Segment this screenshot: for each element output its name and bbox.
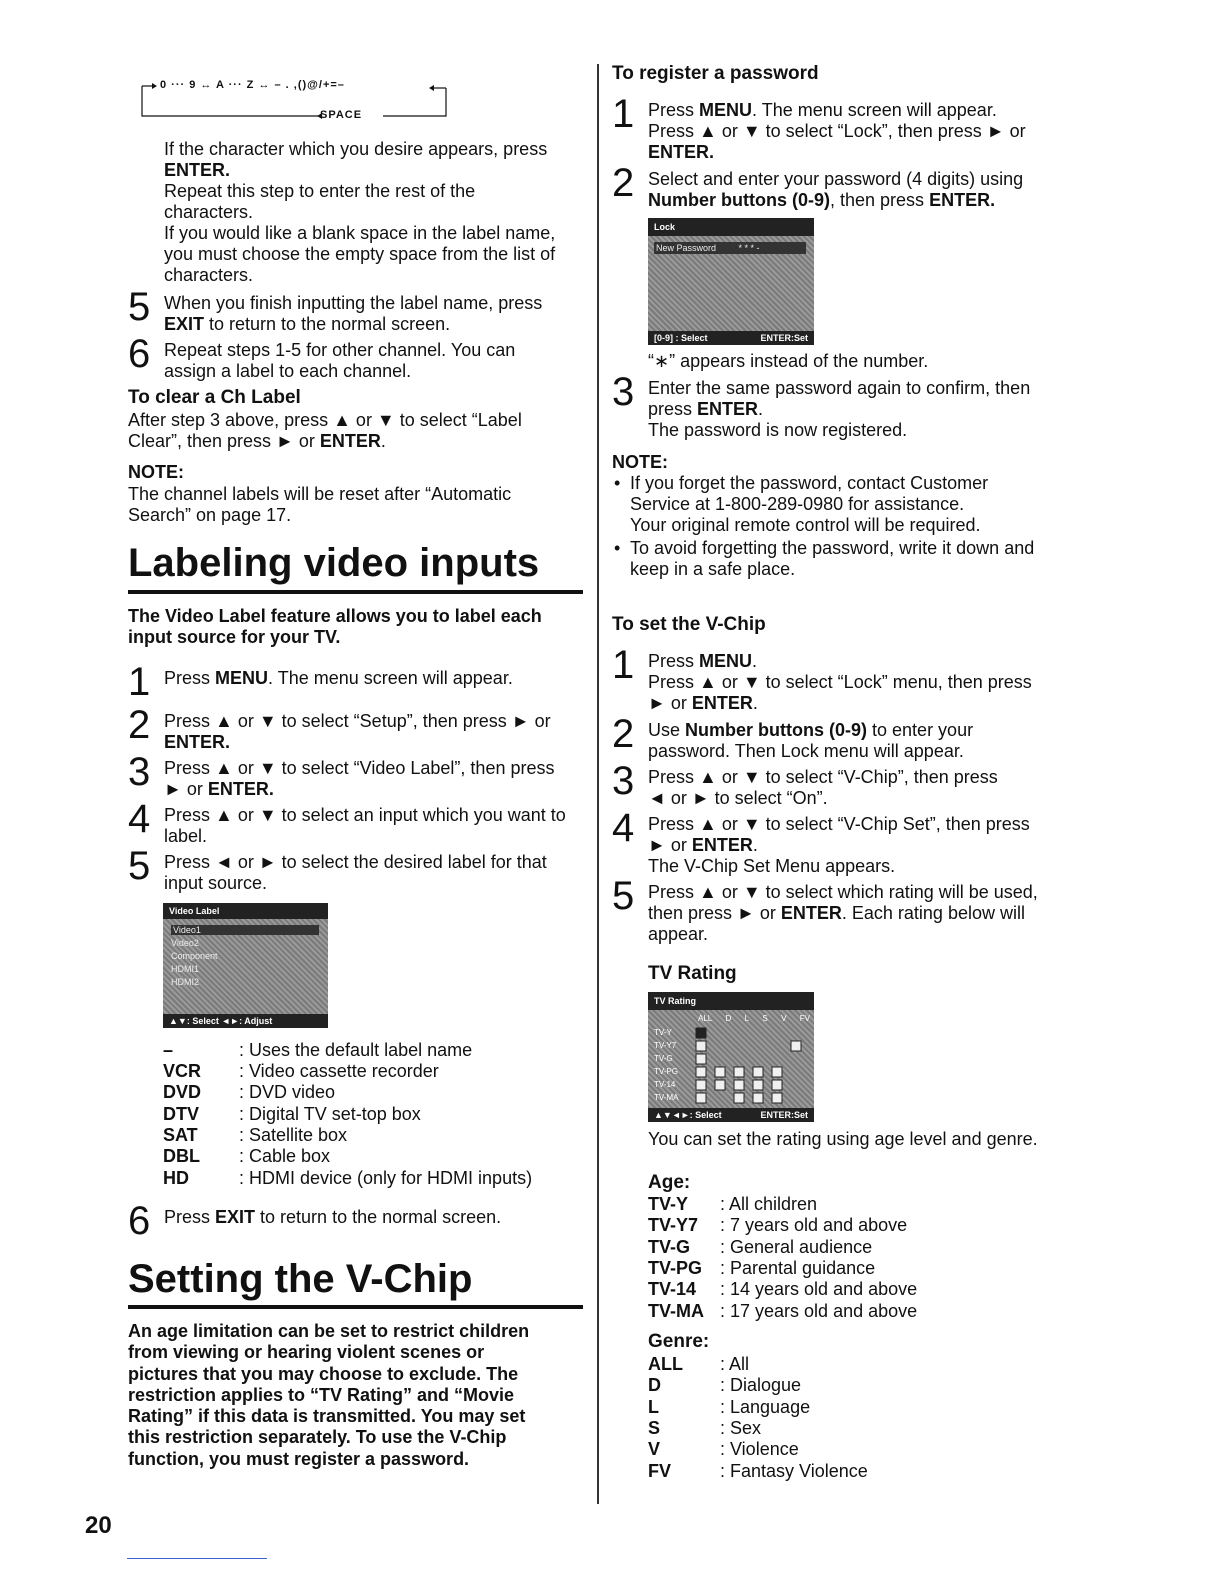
bullet-line: If you forget the password, contact Customer [630, 473, 989, 493]
legend-key: VCR [163, 1061, 202, 1081]
genre-key: FV [648, 1461, 672, 1481]
step-number: 1 [128, 660, 151, 704]
osd-col: L [744, 1014, 750, 1023]
intro-line: you must choose the empty space from the list of [164, 244, 556, 264]
osd-row: TV-14 [654, 1080, 676, 1089]
step-number: 5 [612, 874, 635, 918]
step-number: 4 [128, 797, 151, 841]
bold-key: ENTER [691, 693, 753, 713]
age-value: : Parental guidance [720, 1258, 876, 1278]
step-text [648, 100, 1073, 163]
osd-row: Component [171, 951, 218, 961]
age-key: TV-Y [648, 1194, 689, 1214]
age-key: TV-G [648, 1237, 691, 1257]
genre-legend [648, 1354, 1068, 1484]
bold-key: ENTER [691, 835, 753, 855]
osd-row: HDMI2 [171, 977, 200, 987]
note-text [128, 484, 583, 526]
bullet-line: Your original remote control will be required. [630, 515, 981, 535]
step-line: Press ▲ or ▼ to select “Setup”, then press ► or [164, 711, 551, 731]
step-line [648, 399, 1073, 420]
age-key: TV-14 [648, 1279, 697, 1299]
osd-row-label: New Password [656, 243, 717, 253]
step-line: Press ▲ or ▼ to select which rating will be used, [648, 882, 1038, 902]
legend-key: HD [163, 1168, 189, 1188]
genre-value: : Language [720, 1397, 811, 1417]
t: to enter your [867, 720, 974, 740]
bold-key: EXIT [164, 314, 205, 334]
bold-key: Number buttons (0-9) [685, 720, 868, 740]
step-number: 3 [612, 759, 635, 803]
intro-line: Repeat this step to enter the rest of the [164, 181, 476, 201]
step-text [648, 169, 1073, 211]
genre-key: D [648, 1375, 661, 1395]
step-number: 3 [128, 750, 151, 794]
step-text [164, 668, 584, 689]
step-number: 4 [612, 806, 635, 850]
osd-title-bar: Lock [648, 218, 814, 236]
intro-line: An age limitation can be set to restrict children [128, 1321, 530, 1341]
step-line [164, 779, 584, 800]
t: ► or [648, 693, 692, 713]
clear-line: After step 3 above, press ▲ or ▼ to select “Label [128, 410, 522, 430]
bullet-line: keep in a safe place. [630, 559, 796, 579]
intro-line: input source for your TV. [128, 627, 341, 647]
step-text [164, 340, 584, 382]
clear-label-text [128, 410, 583, 452]
age-key: TV-Y7 [648, 1215, 699, 1235]
t: Use [648, 720, 686, 740]
legend-key: DVD [163, 1082, 202, 1102]
step-line: Press ▲ or ▼ to select “Lock” menu, then press [648, 672, 1032, 692]
clear-line: Clear”, then press ► or ENTER. [128, 431, 386, 451]
age-key: TV-MA [648, 1301, 704, 1321]
bullet-dot: • [614, 538, 621, 558]
age-value: : 17 years old and above [720, 1301, 918, 1321]
intro-line: pictures that you may choose to exclude. The [128, 1363, 519, 1384]
step-line [648, 903, 1073, 924]
video-label-intro [128, 606, 583, 648]
t: ► or [648, 835, 692, 855]
step-number: 2 [128, 703, 151, 747]
osd-row: Video2 [171, 938, 199, 948]
t: Press [648, 651, 700, 671]
step-number: 5 [128, 844, 151, 888]
osd-row: TV-PG [654, 1067, 679, 1076]
step-text [648, 814, 1073, 877]
note-bullet [612, 538, 1072, 580]
legend-value: : HDMI device (only for HDMI inputs) [239, 1168, 533, 1188]
step-line: Select and enter your password (4 digits) using [648, 169, 1024, 189]
tv-rating-osd-screenshot [648, 992, 814, 1122]
osd-row-value: * * * - [738, 243, 760, 253]
char-sequence-diagram [138, 72, 458, 122]
intro-line: The Video Label feature allows you to label each [128, 606, 542, 626]
step-line: Press ▲ or ▼ to select “Lock”, then press ► or [648, 121, 1026, 141]
t: . [752, 835, 758, 855]
osd-row: TV-MA [654, 1093, 679, 1102]
step-text [648, 651, 1073, 714]
lock-osd-screenshot [648, 218, 814, 345]
step-text [648, 767, 1073, 809]
title-rule [128, 1305, 583, 1309]
osd-row [654, 242, 806, 254]
t: . [758, 399, 764, 419]
legend-key: – [163, 1040, 174, 1060]
age-value: : 7 years old and above [720, 1215, 908, 1235]
t: . The menu screen will appear. [752, 100, 997, 120]
step-text [164, 758, 584, 800]
bold-key: EXIT [215, 1207, 256, 1227]
osd-col: ALL [698, 1014, 713, 1023]
bold-key: ENTER [319, 431, 381, 451]
bold-key: MENU [699, 100, 753, 120]
step-line [648, 100, 1073, 121]
step-text [164, 1207, 584, 1228]
step-text [164, 711, 584, 753]
t: . [752, 693, 758, 713]
t: ► or [164, 779, 208, 799]
legend-value: : Digital TV set-top box [239, 1104, 421, 1124]
t: Press [164, 668, 216, 688]
page-number: 20 [85, 1512, 112, 1539]
step-line: The password is now registered. [648, 420, 908, 440]
step-number: 1 [612, 643, 635, 687]
note-bullet [612, 473, 1072, 536]
step-number: 6 [128, 332, 151, 376]
intro-line: ENTER. [164, 160, 231, 180]
osd-row: TV-Y [654, 1028, 672, 1037]
bold-key: ENTER. [207, 779, 274, 799]
osd-footer-bar [648, 1108, 814, 1122]
lock-icon-grid [648, 992, 814, 1122]
bullet-text [630, 473, 1072, 536]
bold-key: ENTER [780, 903, 842, 923]
setting-vchip-title: Setting the V-Chip [128, 1257, 473, 1301]
step-line [648, 835, 1073, 856]
osd-row: TV-G [654, 1054, 673, 1063]
osd-row: TV-Y7 [654, 1041, 677, 1050]
note-label: NOTE: [128, 462, 184, 482]
step-line: password. Then Lock menu will appear. [648, 741, 964, 761]
t: . [752, 651, 758, 671]
step-line: Press ▲ or ▼ to select an input which you want to [164, 805, 566, 825]
labeling-video-inputs-title: Labeling video inputs [128, 541, 540, 585]
legend-key: DBL [163, 1146, 200, 1166]
video-label-osd-screenshot [163, 903, 328, 1028]
age-value: : General audience [720, 1237, 873, 1257]
label-legend [163, 1040, 583, 1190]
t: Press [164, 1207, 216, 1227]
legend-value: : DVD video [239, 1082, 336, 1102]
step-line: ◄ or ► to select “On”. [648, 788, 828, 808]
osd-footer-left: ▲▼◄►: Select [654, 1110, 722, 1120]
intro-line: function, you must register a password. [128, 1448, 470, 1469]
step-text [648, 882, 1073, 945]
osd-footer-right: ENTER:Set [760, 333, 808, 343]
clear-label-heading: To clear a Ch Label [128, 387, 301, 408]
genre-key: V [648, 1439, 661, 1459]
bold-key: ENTER. [648, 142, 715, 162]
intro-line: this restriction separately. To use the V-Chip [128, 1427, 507, 1448]
genre-value: : Dialogue [720, 1375, 802, 1395]
step-line: When you finish inputting the label name, press [164, 293, 543, 313]
step-line: label. [164, 826, 208, 846]
osd-col: S [762, 1014, 768, 1023]
char-space-label: SPACE [320, 109, 363, 121]
intro-line: characters. [164, 265, 254, 285]
set-vchip-heading: To set the V-Chip [612, 614, 766, 635]
step-line: Press ◄ or ► to select the desired label for that [164, 852, 547, 872]
step-number: 1 [612, 92, 635, 136]
osd-footer-bar: ▲▼: Select ◄►: Adjust [163, 1014, 328, 1028]
age-value: : 14 years old and above [720, 1279, 918, 1299]
genre-key: L [648, 1397, 659, 1417]
bullet-line: To avoid forgetting the password, write it down and [630, 538, 1035, 558]
genre-value: : Fantasy Violence [720, 1461, 868, 1481]
genre-value: : All [720, 1354, 750, 1374]
tv-rating-heading: TV Rating [648, 963, 737, 984]
step-line: The V-Chip Set Menu appears. [648, 856, 896, 876]
intro-line: characters. [164, 202, 254, 222]
osd-row: HDMI1 [171, 964, 200, 974]
step-line [648, 190, 1073, 211]
age-value: : All children [720, 1194, 818, 1214]
step-line: appear. [648, 924, 709, 944]
genre-value: : Sex [720, 1418, 762, 1438]
step-line: assign a label to each channel. [164, 361, 412, 381]
step-line: Repeat steps 1-5 for other channel. You can [164, 340, 516, 360]
asterisk-note: “∗” appears instead of the number. [648, 351, 929, 371]
bullet-line: Service at 1-800-289-0980 for assistance. [630, 494, 965, 514]
step-line: Press ▲ or ▼ to select “V-Chip Set”, then press [648, 814, 1030, 834]
rating-note: You can set the rating using age level and genre. [648, 1129, 1038, 1149]
bold-key: MENU [699, 651, 753, 671]
osd-col: V [781, 1014, 787, 1023]
osd-title-bar: Video Label [163, 903, 328, 919]
step-number: 3 [612, 370, 635, 414]
step-number: 5 [128, 285, 151, 329]
footer-line [127, 1558, 267, 1559]
osd-col: FV [799, 1014, 810, 1023]
vchip-intro [128, 1321, 583, 1470]
t: , then press [830, 190, 930, 210]
step-line: Enter the same password again to confirm, then [648, 378, 1031, 398]
step-line-rest: to return to the normal screen. [204, 314, 451, 334]
step-line [648, 720, 1073, 741]
intro-text [164, 139, 584, 286]
column-divider [597, 64, 599, 1504]
genre-key: ALL [648, 1354, 683, 1374]
bold-key: ENTER. [929, 190, 996, 210]
intro-line: Rating” if this data is transmitted. You may set [128, 1406, 526, 1427]
genre-heading: Genre: [648, 1331, 710, 1352]
age-heading: Age: [648, 1172, 691, 1193]
step-text [648, 378, 1073, 441]
bullet-text [630, 538, 1072, 580]
legend-value: : Video cassette recorder [239, 1061, 439, 1081]
t: then press ► or [648, 903, 781, 923]
legend-key: SAT [163, 1125, 198, 1145]
t: to return to the normal screen. [255, 1207, 502, 1227]
step-line: Press ▲ or ▼ to select “Video Label”, then press [164, 758, 555, 778]
legend-key: DTV [163, 1104, 199, 1124]
osd-footer-bar [648, 331, 814, 345]
char-sequence-text: 0 ··· 9 ↔ A ··· Z ↔ – . ,()@/+=– [160, 79, 345, 91]
intro-line: from viewing or hearing violent scenes or [128, 1342, 485, 1363]
clear-line-text: Clear”, then press ► or [128, 431, 320, 451]
step-text [164, 293, 584, 335]
intro-line: restriction applies to “TV Rating” and “Movie [128, 1384, 515, 1405]
bullet-dot: • [614, 473, 621, 493]
bold-key: ENTER [697, 399, 759, 419]
step-line [648, 651, 1073, 672]
step-line [648, 693, 1073, 714]
step-text [648, 720, 1073, 762]
bold-key: Number buttons (0-9) [648, 190, 830, 210]
legend-value: : Satellite box [239, 1125, 348, 1145]
t: press [648, 399, 698, 419]
legend-value: : Uses the default label name [239, 1040, 473, 1060]
bold-key: MENU [215, 668, 269, 688]
note-label: NOTE: [612, 452, 668, 472]
age-key: TV-PG [648, 1258, 703, 1278]
step-line: Press ▲ or ▼ to select “V-Chip”, then press [648, 767, 998, 787]
genre-value: : Violence [720, 1439, 799, 1459]
osd-row: Video1 [171, 925, 319, 935]
osd-title-bar: TV Rating [648, 992, 814, 1010]
step-text [164, 852, 584, 894]
osd-footer-left: [0-9] : Select [654, 333, 708, 343]
t: . Each rating below will [841, 903, 1025, 923]
title-rule [128, 590, 583, 594]
step-number: 6 [128, 1199, 151, 1243]
intro-line: If the character which you desire appears, press [164, 139, 548, 159]
osd-footer-right: ENTER:Set [760, 1110, 808, 1120]
note-line: The channel labels will be reset after “Automatic [128, 484, 512, 504]
bold-key: ENTER. [164, 732, 231, 752]
intro-line: If you would like a blank space in the label name, [164, 223, 556, 243]
genre-key: S [648, 1418, 661, 1438]
step-line [164, 668, 584, 689]
note-line: Search” on page 17. [128, 505, 292, 525]
osd-col: D [725, 1014, 732, 1023]
register-password-heading: To register a password [612, 63, 819, 84]
step-line [164, 314, 584, 335]
step-number: 2 [612, 712, 635, 756]
step-number: 2 [612, 161, 635, 205]
legend-value: : Cable box [239, 1146, 331, 1166]
step-line: input source. [164, 873, 268, 893]
age-legend [648, 1194, 1068, 1324]
t: Press [648, 100, 700, 120]
step-text [164, 805, 584, 847]
t: . The menu screen will appear. [268, 668, 513, 688]
